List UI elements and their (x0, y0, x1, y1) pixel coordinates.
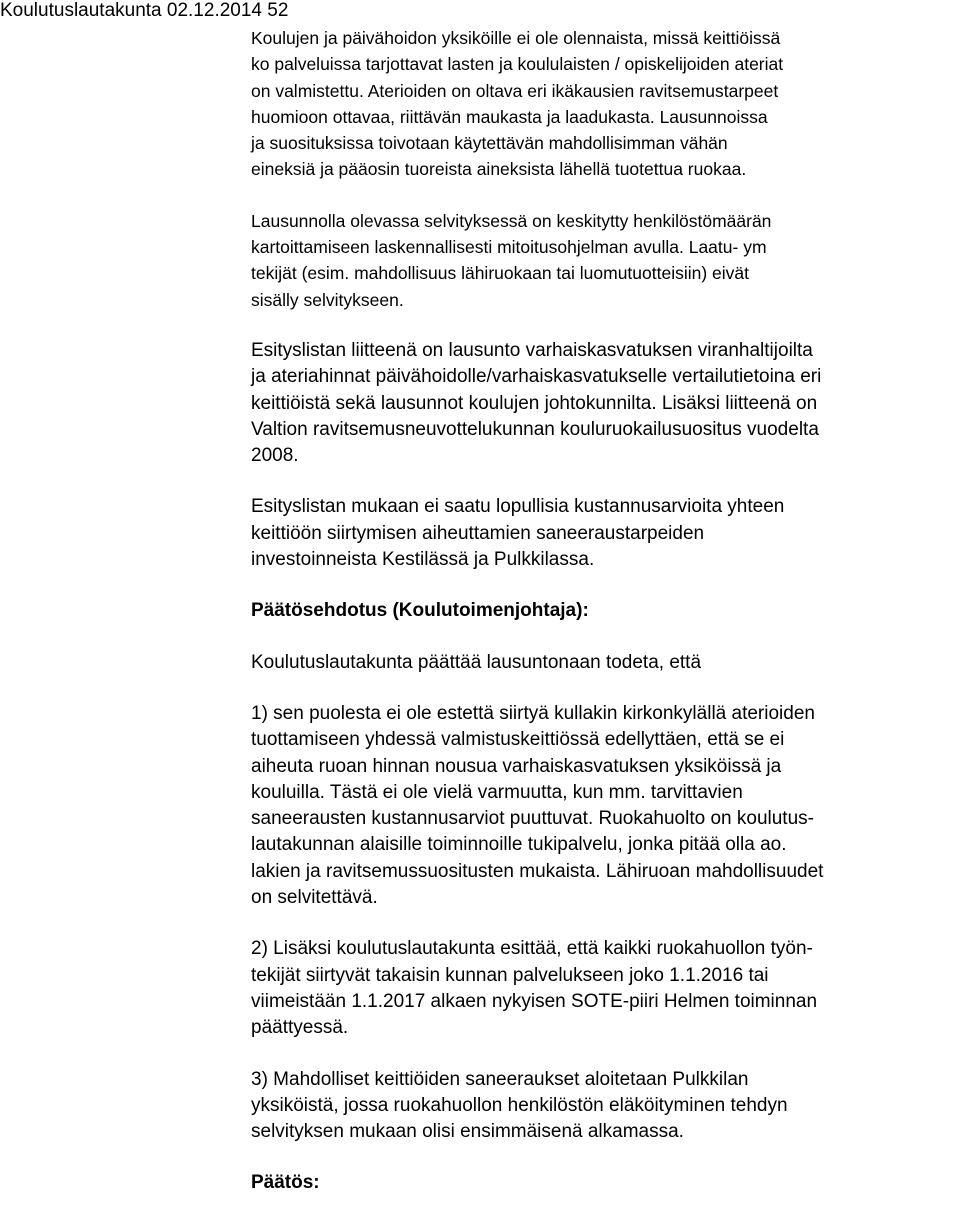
text-line: Lausunnolla olevassa selvityksessä on keskitytty henkilöstömäärän (251, 210, 772, 231)
text-line: viimeistään 1.1.2017 alkaen nykyisen SOTE-piiri Helmen toiminnan (251, 990, 818, 1012)
text-line: keittiöön siirtymisen aiheuttamien saneeraustarpeiden (251, 522, 705, 544)
text-line: kouluilla. Tästä ei ole vielä varmuutta, kun mm. tarvittavien (251, 781, 743, 803)
text-line: ja ateriahinnat päivähoidolle/varhaiskasvatukselle vertailutietoina eri (251, 366, 822, 388)
text-line: kartoittamiseen laskennallisesti mitoitusohjelman avulla. Laatu- ym (251, 237, 767, 258)
text-line: eineksiä ja pääosin tuoreista aineksista lähellä tuotettua ruokaa. (251, 159, 747, 180)
text-line: ja suosituksissa toivotaan käytettävän mahdollisimman vähän (251, 133, 728, 154)
text-line: huomioon ottavaa, riittävän maukasta ja laadukasta. Lausunnoissa (251, 106, 768, 127)
text-line: tuottamiseen yhdessä valmistuskeittiössä edellyttäen, että se ei (251, 729, 785, 751)
text-line: 3) Mahdolliset keittiöiden saneeraukset aloitetaan Pulkkilan (251, 1068, 749, 1090)
paragraph-menu-requirements (251, 25, 956, 183)
text-line: 2008. (251, 445, 299, 467)
text-line: ko palveluissa tarjottavat lasten ja koululaisten / opiskelijoiden ateriat (251, 54, 784, 75)
text-line: Esityslistan liitteenä on lausunto varhaiskasvatuksen viranhaltijoilta (251, 339, 813, 361)
text-line: Päätös: (251, 1172, 320, 1194)
page-header: Koulutuslautakunta 02.12.2014 52 (0, 0, 289, 21)
text-line: päättyessä. (251, 1017, 349, 1039)
document-body (251, 25, 956, 1197)
text-line: tekijät (esim. mahdollisuus lähiruokaan tai luomutuotteisiin) eivät (251, 263, 750, 284)
text-line: aiheuta ruoan hinnan nousua varhaiskasvatuksen yksiköissä ja (251, 755, 782, 777)
text-line: investoinneista Kestilässä ja Pulkkilassa. (251, 549, 595, 571)
text-line: yksiköistä, jossa ruokahuollon henkilöstön eläköityminen tehdyn (251, 1094, 788, 1116)
text-line: Koulujen ja päivähoidon yksiköille ei ole olennaista, missä keittiöissä (251, 28, 781, 48)
text-line: Päätösehdotus (Koulutoimenjohtaja): (251, 600, 589, 622)
text-line: sisälly selvitykseen. (251, 289, 404, 310)
text-line: Valtion ravitsemusneuvottelukunnan kouluruokailusuositus vuodelta (251, 418, 819, 440)
text-line: keittiöistä sekä lausunnot koulujen johtokunnilta. Lisäksi liitteenä on (251, 392, 818, 414)
paragraph-point-2 (251, 936, 956, 1041)
decision-heading (251, 1170, 956, 1196)
text-line: on selvitettävä. (251, 887, 378, 909)
paragraph-survey-scope (251, 208, 956, 313)
paragraph-decision-intro (251, 650, 956, 676)
text-line: 2) Lisäksi koulutuslautakunta esittää, että kaikki ruokahuollon työn- (251, 938, 813, 960)
text-line: on valmistettu. Aterioiden on oltava eri ikäkausien ravitsemustarpeet (251, 80, 779, 101)
text-line: 1) sen puolesta ei ole estettä siirtyä kullakin kirkonkylällä aterioiden (251, 702, 815, 724)
paragraph-cost-estimates (251, 494, 956, 573)
paragraph-attachments (251, 338, 956, 469)
proposal-heading (251, 598, 956, 624)
text-line: Esityslistan mukaan ei saatu lopullisia kustannusarvioita yhteen (251, 496, 785, 518)
text-line: tekijät siirtyvät takaisin kunnan palvelukseen joko 1.1.2016 tai (251, 964, 769, 986)
paragraph-point-3 (251, 1067, 956, 1146)
paragraph-point-1 (251, 701, 956, 911)
text-line: selvityksen mukaan olisi ensimmäisenä alkamassa. (251, 1121, 684, 1143)
text-line: saneerausten kustannusarviot puuttuvat. Ruokahuolto on koulutus- (251, 808, 814, 830)
text-line: lautakunnan alaisille toiminnoille tukipalvelu, jonka pitää olla ao. (251, 834, 787, 856)
text-line: lakien ja ravitsemussuositusten mukaista. Lähiruoan mahdollisuudet (251, 860, 824, 882)
text-line: Koulutuslautakunta päättää lausuntonaan todeta, että (251, 651, 702, 673)
